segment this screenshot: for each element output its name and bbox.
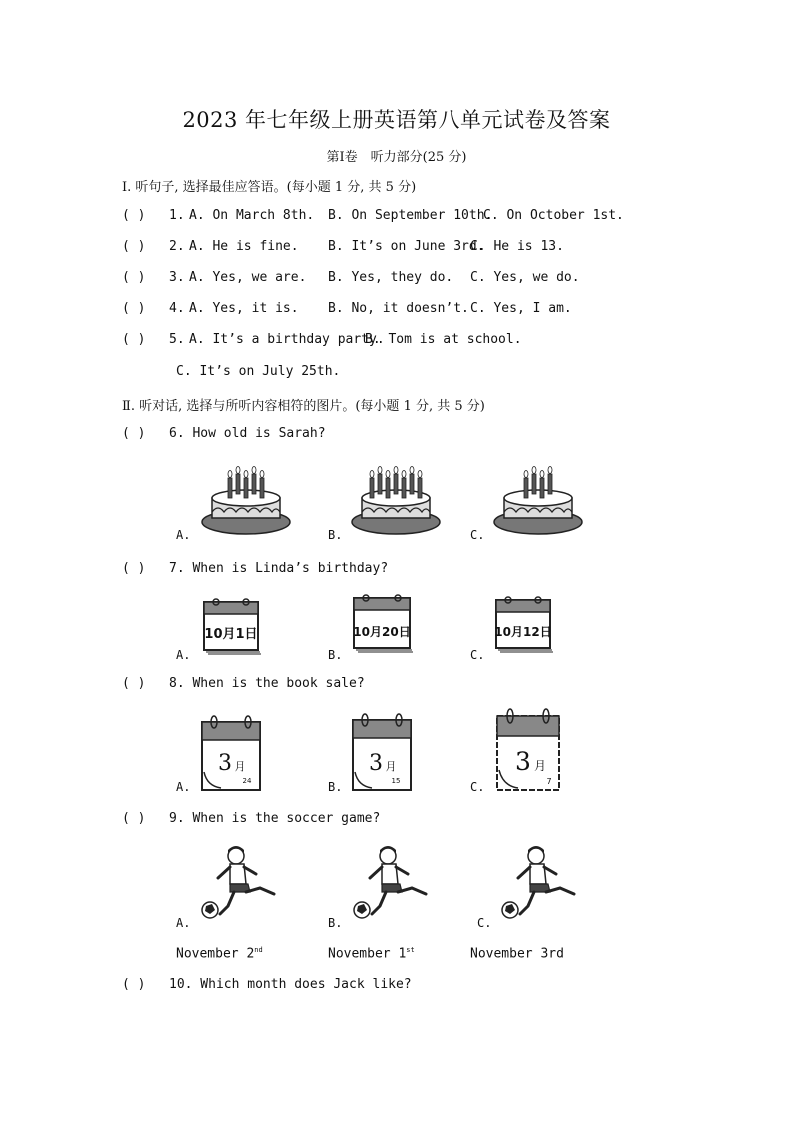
answer-blank[interactable]: ( ) bbox=[122, 332, 146, 347]
option-b: B. On September 10th. bbox=[328, 208, 493, 223]
candle bbox=[378, 474, 382, 494]
candle bbox=[540, 478, 544, 498]
answer-blank[interactable]: ( ) bbox=[122, 270, 146, 285]
calendar-month-char: 月 bbox=[234, 760, 246, 773]
option-a: A. On March 8th. bbox=[189, 208, 315, 223]
choice-label: A. bbox=[176, 780, 191, 794]
answer-blank[interactable]: ( ) bbox=[122, 208, 146, 223]
question-text: 6. How old is Sarah? bbox=[169, 426, 326, 441]
option-c: C. Yes, I am. bbox=[470, 301, 572, 316]
question-number: 4. bbox=[169, 301, 185, 316]
calendar-month-char: 月 bbox=[533, 759, 547, 773]
candle-flame bbox=[410, 467, 414, 474]
candle bbox=[260, 478, 264, 498]
month-calendar-b[interactable] bbox=[350, 712, 414, 792]
candle bbox=[370, 478, 374, 498]
month-calendar-a[interactable] bbox=[199, 714, 263, 792]
option-a: A. He is fine. bbox=[189, 239, 299, 254]
option-b: B. It’s on June 3rd. bbox=[328, 239, 485, 254]
candle-flame bbox=[252, 467, 256, 474]
choice-label: A. bbox=[176, 648, 191, 662]
player-legs bbox=[220, 888, 274, 914]
calendar-day: 7 bbox=[546, 777, 552, 786]
option-c: C. He is 13. bbox=[470, 239, 564, 254]
option-c: C. Yes, we do. bbox=[470, 270, 580, 285]
candle-flame bbox=[244, 471, 248, 478]
player-legs bbox=[520, 888, 574, 914]
question-number: 3. bbox=[169, 270, 185, 285]
candle-flame bbox=[540, 471, 544, 478]
question-text: 10. Which month does Jack like? bbox=[169, 977, 412, 992]
calendar-day: 15 bbox=[391, 777, 401, 785]
soccer-player-image-b[interactable] bbox=[352, 844, 434, 922]
candle bbox=[410, 474, 414, 494]
date-calendar-a[interactable] bbox=[200, 594, 262, 656]
caption-c: November 3rd bbox=[470, 946, 564, 962]
candle bbox=[228, 478, 232, 498]
calendar-month: 3 bbox=[218, 751, 232, 776]
candle bbox=[236, 474, 240, 494]
calendar-date: 10月12日 bbox=[494, 625, 552, 639]
date-calendar-b[interactable] bbox=[350, 590, 414, 656]
question-number: 2. bbox=[169, 239, 185, 254]
answer-blank[interactable]: ( ) bbox=[122, 977, 146, 992]
question-text: 7. When is Linda’s birthday? bbox=[169, 561, 389, 576]
cake-image-a[interactable] bbox=[200, 462, 292, 538]
candle-flame bbox=[260, 471, 264, 478]
question-text: 9. When is the soccer game? bbox=[169, 811, 381, 826]
month-calendar-c[interactable] bbox=[494, 706, 564, 792]
answer-blank[interactable]: ( ) bbox=[122, 426, 146, 441]
candle-flame bbox=[548, 467, 552, 474]
calendar-date: 10月20日 bbox=[353, 625, 411, 639]
section1-heading: Ⅰ. 听句子, 选择最佳应答语。(每小题 1 分, 共 5 分) bbox=[122, 180, 417, 195]
calendar-date: 10月1日 bbox=[204, 627, 258, 642]
candle-flame bbox=[386, 471, 390, 478]
caption-a: November 2nd bbox=[176, 946, 263, 962]
soccer-player-image-c[interactable] bbox=[500, 844, 582, 922]
option-a: A. Yes, we are. bbox=[189, 270, 307, 285]
choice-label: C. bbox=[470, 528, 485, 542]
answer-blank[interactable]: ( ) bbox=[122, 239, 146, 254]
choice-label: B. bbox=[328, 916, 343, 930]
calendar-day: 24 bbox=[242, 777, 252, 785]
answer-blank[interactable]: ( ) bbox=[122, 301, 146, 316]
candle-flame bbox=[378, 467, 382, 474]
candle-flame bbox=[394, 467, 398, 474]
choice-label: B. bbox=[328, 780, 343, 794]
choice-label: B. bbox=[328, 528, 343, 542]
option-c: C. It’s on July 25th. bbox=[176, 364, 341, 379]
candle-flame bbox=[402, 471, 406, 478]
candle-flame bbox=[370, 471, 374, 478]
choice-label: C. bbox=[470, 648, 485, 662]
candle-flame bbox=[236, 467, 240, 474]
player-legs bbox=[372, 888, 426, 914]
option-b: B. No, it doesn’t. bbox=[328, 301, 469, 316]
caption-b: November 1st bbox=[328, 946, 415, 962]
section2-heading: Ⅱ. 听对话, 选择与所听内容相符的图片。(每小题 1 分, 共 5 分) bbox=[122, 399, 485, 414]
choice-label: C. bbox=[470, 780, 485, 794]
option-b: B. Yes, they do. bbox=[328, 270, 454, 285]
candle bbox=[244, 478, 248, 498]
answer-blank[interactable]: ( ) bbox=[122, 676, 146, 691]
option-c: C. On October 1st. bbox=[483, 208, 624, 223]
question-number: 1. bbox=[169, 208, 185, 223]
choice-label: A. bbox=[176, 916, 191, 930]
cake-image-b[interactable] bbox=[350, 462, 442, 538]
calendar-month: 3 bbox=[515, 747, 531, 776]
candle bbox=[524, 478, 528, 498]
cake-top bbox=[504, 490, 572, 506]
answer-blank[interactable]: ( ) bbox=[122, 811, 146, 826]
candle-flame bbox=[228, 471, 232, 478]
calendar-month: 3 bbox=[369, 751, 383, 776]
candle bbox=[386, 478, 390, 498]
section-subtitle: 第Ⅰ卷 听力部分(25 分) bbox=[326, 150, 467, 165]
candle bbox=[532, 474, 536, 494]
cake-image-c[interactable] bbox=[492, 462, 584, 538]
option-a: A. It’s a birthday party. bbox=[189, 332, 385, 347]
option-a: A. Yes, it is. bbox=[189, 301, 299, 316]
candle-flame bbox=[532, 467, 536, 474]
candle-flame bbox=[418, 471, 422, 478]
choice-label: A. bbox=[176, 528, 191, 542]
candle-flame bbox=[524, 471, 528, 478]
candle bbox=[418, 478, 422, 498]
page-title: 2023 年七年级上册英语第八单元试卷及答案 bbox=[182, 108, 611, 132]
choice-label: B. bbox=[328, 648, 343, 662]
choice-label: C. bbox=[477, 916, 492, 930]
candle bbox=[402, 478, 406, 498]
question-text: 8. When is the book sale? bbox=[169, 676, 365, 691]
candle bbox=[252, 474, 256, 494]
soccer-player-image-a[interactable] bbox=[200, 844, 282, 922]
date-calendar-c[interactable] bbox=[492, 592, 554, 656]
answer-blank[interactable]: ( ) bbox=[122, 561, 146, 576]
calendar-month-char: 月 bbox=[385, 760, 397, 773]
candle bbox=[394, 474, 398, 494]
candle bbox=[548, 474, 552, 494]
question-number: 5. bbox=[169, 332, 185, 347]
option-b: B. Tom is at school. bbox=[365, 332, 522, 347]
